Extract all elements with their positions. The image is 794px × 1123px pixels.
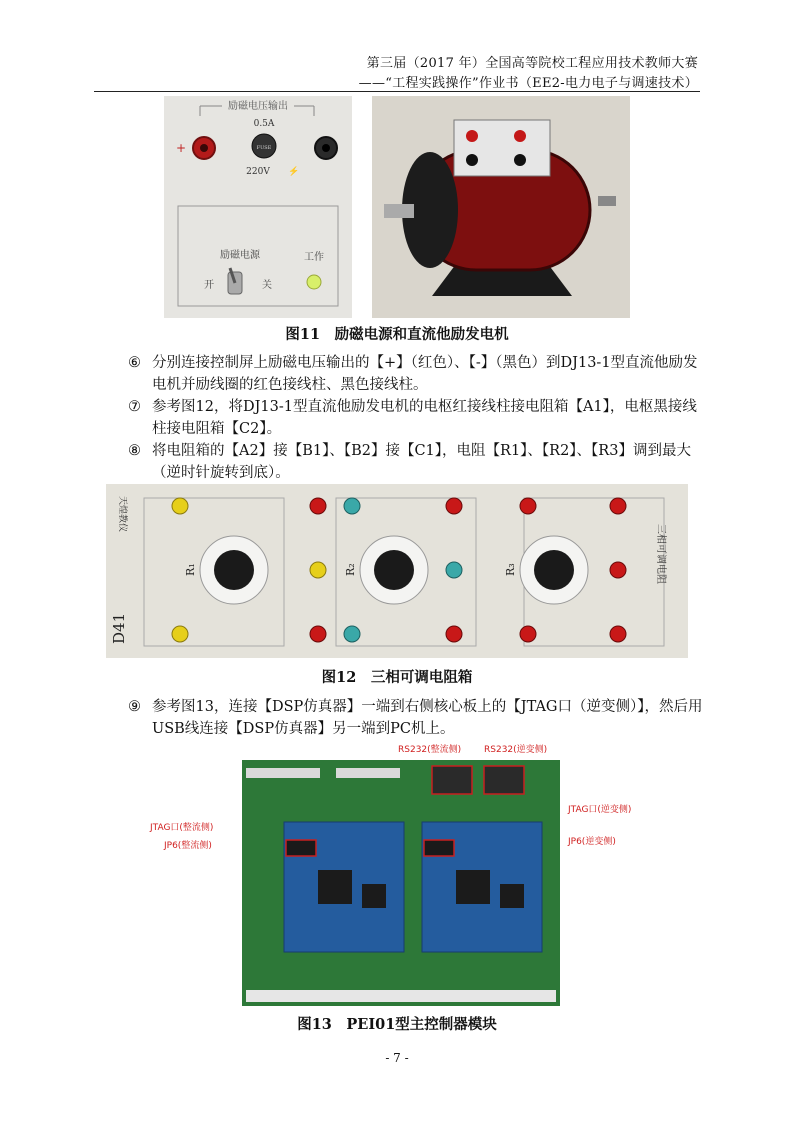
fig11-caption: 图11 励磁电源和直流他励发电机 [285,326,509,343]
switch-title: 励磁电源 [220,250,260,261]
excitation-panel-drawing [164,96,352,318]
r2-label: R₂ [344,563,357,576]
step-9-text: 参考图13，连接【DSP仿真器】一端到右侧核心板上的【JTAG口（逆变侧）】，然后用USB线连接【DSP仿真器】另一端到PC机上。 [152,699,703,737]
resistor-box-drawing [106,484,688,658]
field-red-terminal[interactable] [514,130,526,142]
work-indicator-light [307,275,321,289]
panel-title: 励磁电压输出 [228,101,288,112]
rs232-rectifier-port[interactable] [432,766,472,794]
step-8-number: ⑧ [128,443,141,459]
anno-jp6-rectifier: JP6(整流侧) [164,841,212,851]
fuse-rating: 0.5A [253,119,275,129]
bottom-connectors [246,990,556,1002]
step-9-number: ⑨ [128,699,141,715]
fig11-dc-generator [372,96,630,318]
model-label: D41 [110,612,128,644]
terminal-x1[interactable] [172,498,188,514]
rs232-inverter-port[interactable] [484,766,524,794]
terminal-a-mid[interactable] [310,562,326,578]
fuse-label: FUSE [256,145,272,151]
fig11-excitation-panel [164,96,352,318]
step-8-text: 将电阻箱的【A2】接【B1】、【B2】接【C1】，电阻【R1】、【R2】、【R3】调到最大（逆时针旋转到底）。 [152,443,691,481]
terminal-c-mid[interactable] [610,562,626,578]
page-number: - 7 - [385,1051,409,1065]
header-rule [94,91,700,92]
terminal-b1[interactable] [446,498,462,514]
work-label: 工作 [304,252,324,263]
step-7 [128,396,708,440]
step-6 [128,352,708,396]
step-9 [128,696,708,740]
header-strip-left [246,768,320,778]
brand-label: 天煌教仪 [117,496,127,533]
terminal-z1[interactable] [520,498,536,514]
terminal-b2[interactable] [446,626,462,642]
terminal-box [454,120,550,176]
step-6-number: ⑥ [128,355,141,371]
knob-r2[interactable] [374,550,414,590]
voltage-label: 220V [246,167,270,177]
cpld-chip-rectifier [362,884,386,908]
terminal-z2[interactable] [520,626,536,642]
generator-shaft [384,204,414,218]
knob-r1[interactable] [214,550,254,590]
anno-jtag-rectifier: JTAG口(整流侧) [150,823,214,833]
cpld-chip-inverter [500,884,524,908]
plus-label: + [176,141,187,155]
terminal-a1[interactable] [310,498,326,514]
switch-off-label: 关 [262,280,272,291]
terminal-x2[interactable] [172,626,188,642]
r1-label: R₁ [184,563,197,576]
header-strip-mid [336,768,400,778]
r3-label: R₃ [504,563,517,576]
dsp-chip-inverter [456,870,490,904]
field-black-terminal[interactable] [514,154,526,166]
anno-jtag-inverter: JTAG口(逆变侧) [568,805,632,815]
dsp-chip-rectifier [318,870,352,904]
terminal-b-mid[interactable] [446,562,462,578]
armature-black-terminal[interactable] [466,154,478,166]
terminal-a2[interactable] [310,626,326,642]
side-title: 三相可调电阻 [655,524,666,584]
terminal-c2[interactable] [610,626,626,642]
armature-red-terminal[interactable] [466,130,478,142]
header-title: 第三届（2017 年）全国高等院校工程应用技术教师大赛 [366,56,698,71]
knob-r3[interactable] [534,550,574,590]
jtag-inverter-port[interactable] [424,840,454,856]
fig13-controller-board [242,760,560,1006]
lightning-icon: ⚡ [288,167,300,177]
step-8 [128,440,708,484]
terminal-y2[interactable] [344,626,360,642]
fig12-caption: 图12 三相可调电阻箱 [321,669,473,686]
header-subtitle: ——“工程实践操作”作业书（EE2-电力电子与调速技术） [358,76,698,91]
step-7-number: ⑦ [128,399,141,415]
fig12-resistor-box [106,484,688,658]
dc-generator-drawing [372,96,630,318]
terminal-y1[interactable] [344,498,360,514]
anno-rs232-inverter: RS232(逆变侧) [484,745,548,755]
jtag-rectifier-port[interactable] [286,840,316,856]
terminal-c1[interactable] [610,498,626,514]
step-7-text: 参考图12，将DJ13-1型直流他励发电机的电枢红接线柱接电阻箱【A1】，电枢黑接线柱接电阻箱【C2】。 [152,399,697,437]
anno-jp6-inverter: JP6(逆变侧) [568,837,616,847]
switch-on-label: 开 [204,280,214,291]
controller-board-drawing [242,760,560,1006]
anno-rs232-rectifier: RS232(整流侧) [398,745,462,755]
fig13-caption: 图13 PEI01型主控制器模块 [297,1016,497,1033]
step-6-text: 分别连接控制屏上励磁电压输出的【+】（红色）、【-】（黑色）到DJ13-1型直流他励发电机并励线圈的红色接线柱、黑色接线柱。 [152,355,698,393]
